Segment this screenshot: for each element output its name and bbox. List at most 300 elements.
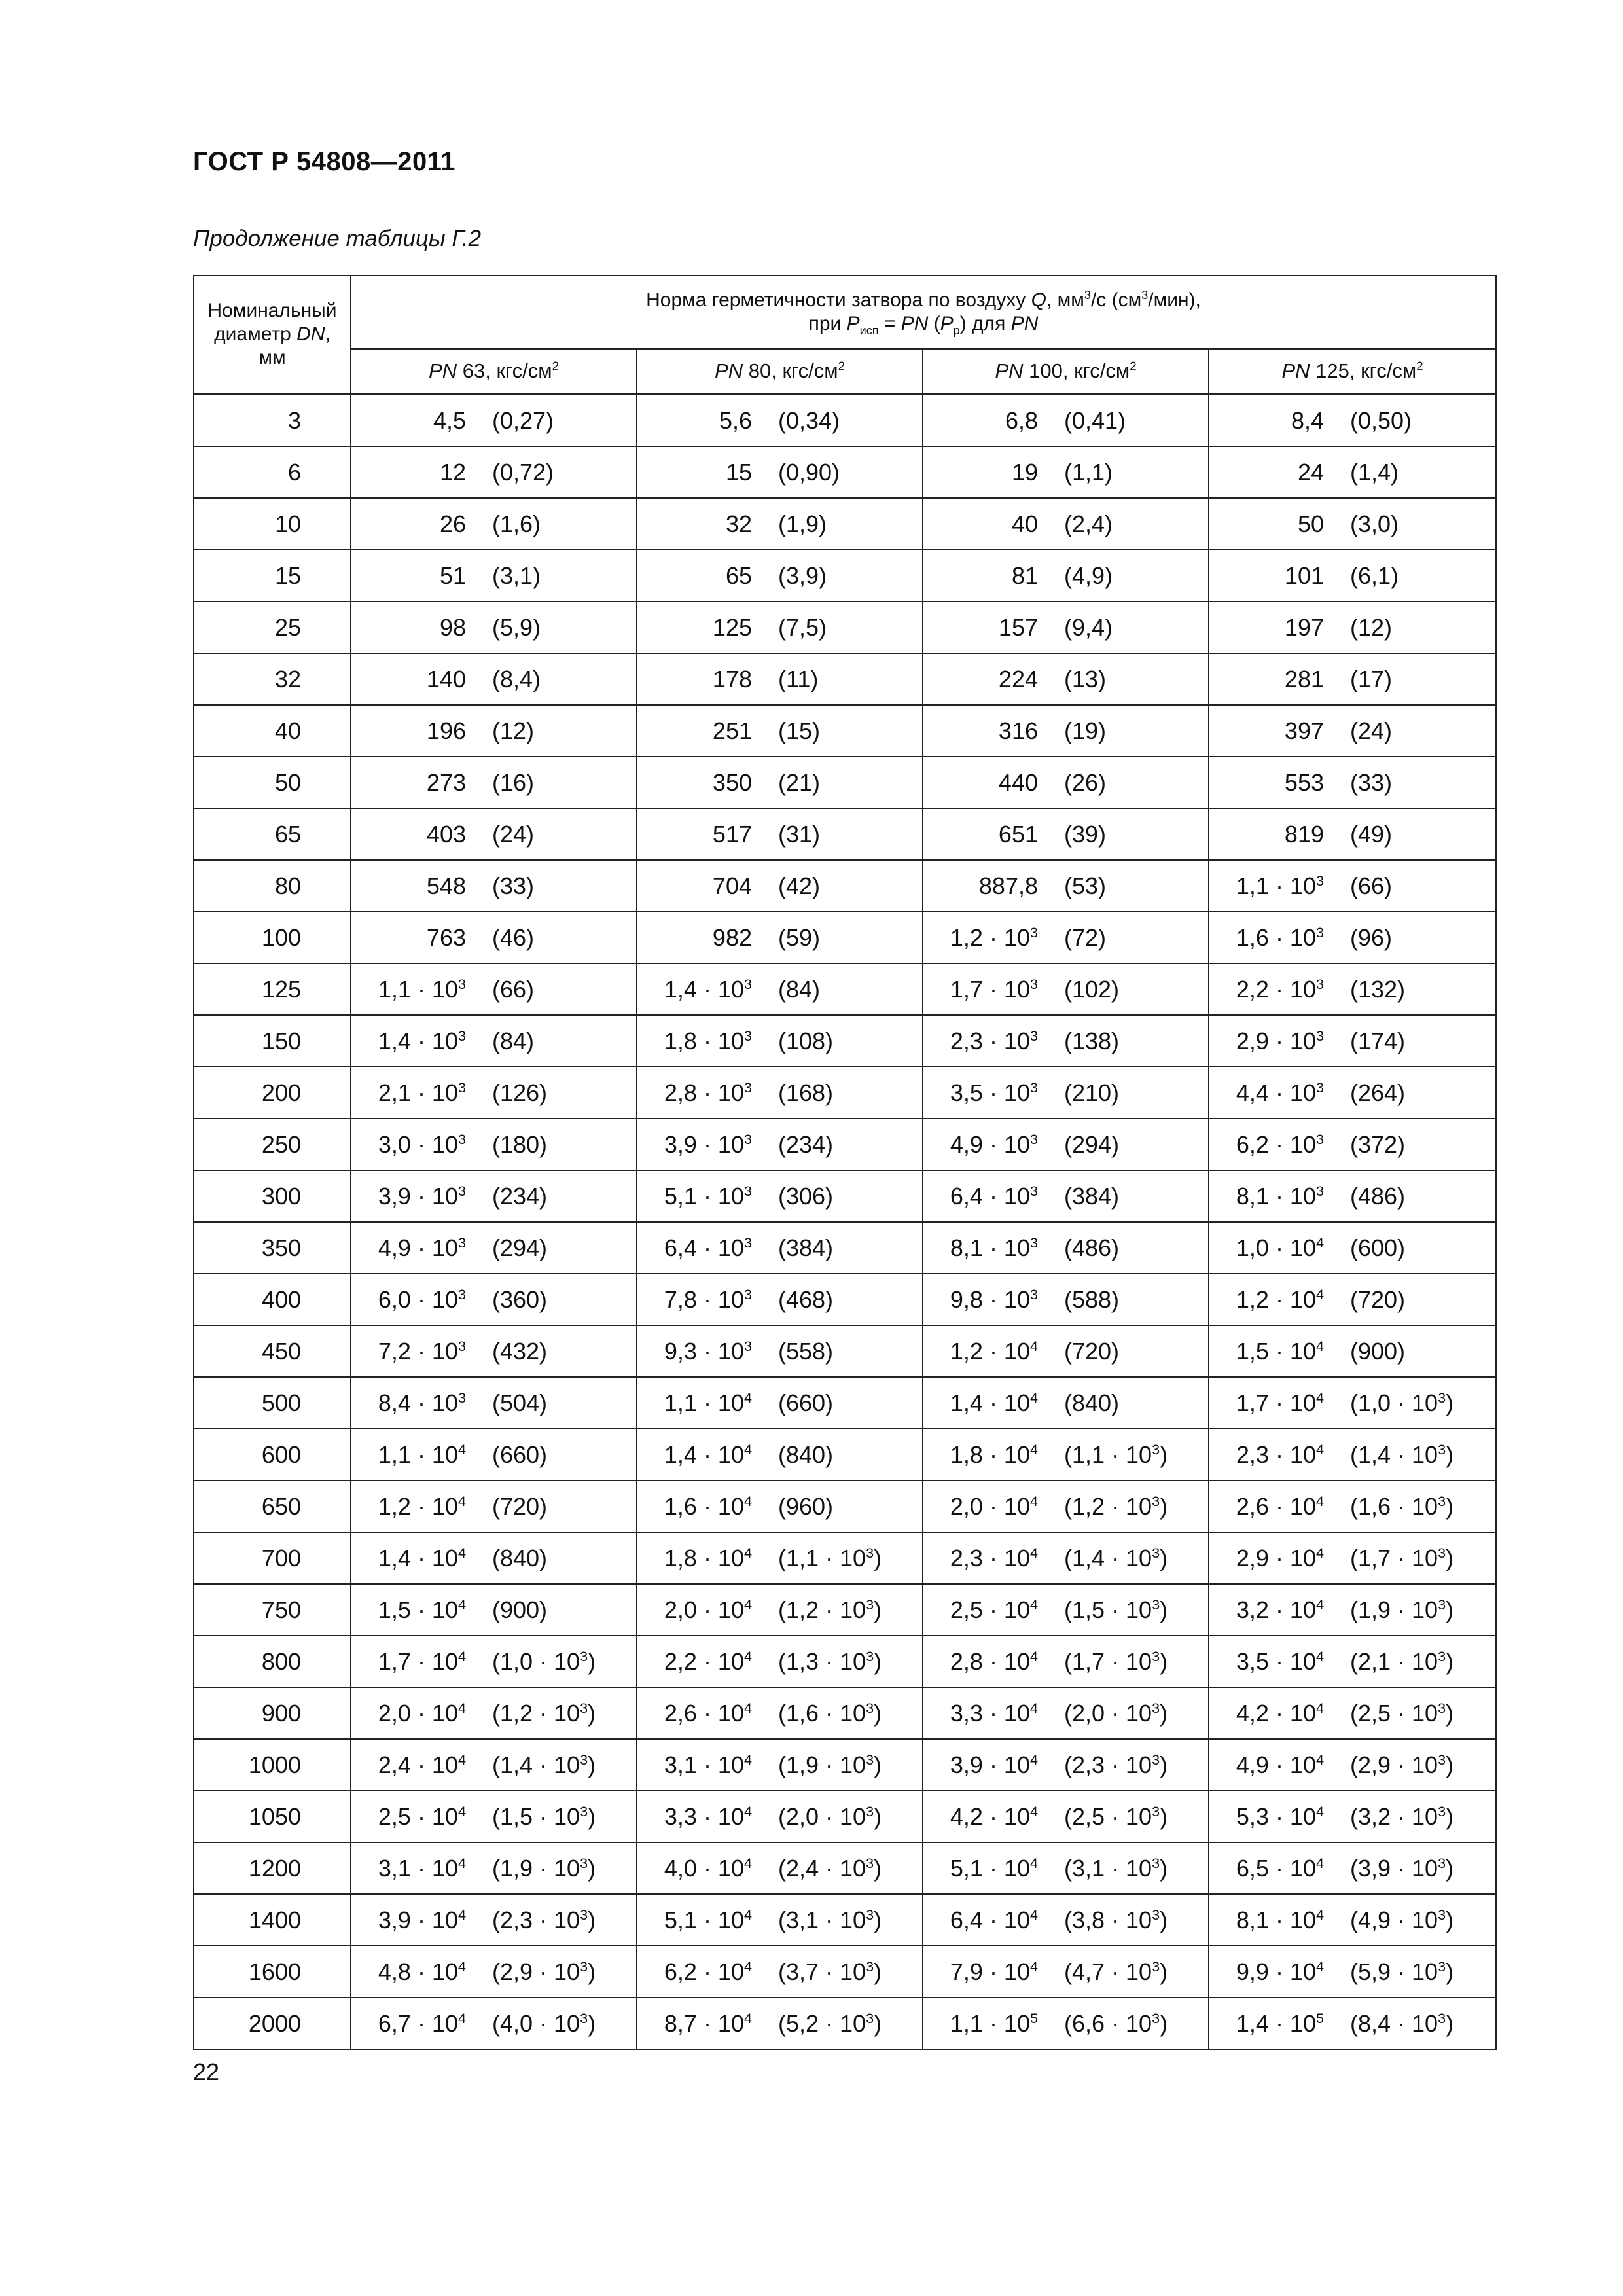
value-cm3-per-min: $(2,3 \cdot 10^3)$ — [492, 1906, 596, 1933]
value-cm3-per-min: $(1,5 \cdot 10^3)$ — [492, 1803, 596, 1830]
cell-nominal-diameter: 1000 — [194, 1739, 351, 1791]
cell-leak-norm-pn-1 — [637, 1946, 923, 1998]
pn-value: 125 — [1315, 359, 1349, 382]
leak-norm-line2-p: P — [846, 313, 860, 334]
pn-value: 80 — [748, 359, 772, 382]
value-cm3-per-min: $(2,9 \cdot 10^3)$ — [492, 1958, 596, 1985]
value-mm3-per-s: $7,2 \cdot 10^3$ — [378, 1337, 466, 1365]
cell-leak-norm-pn-0 — [351, 1377, 637, 1429]
value-cm3-per-min: $(4,0 \cdot 10^3)$ — [492, 2009, 596, 2037]
value-mm3-per-s: $7,8 \cdot 10^3$ — [664, 1285, 752, 1313]
pn-unit-sup: 2 — [838, 359, 845, 373]
value-cm3-per-min: $(1,6 \cdot 10^3)$ — [1350, 1492, 1454, 1520]
cell-leak-norm-pn-2 — [923, 1739, 1209, 1791]
cell-leak-norm-pn-0 — [351, 808, 637, 860]
value-cm3-per-min: (5,9) — [492, 613, 541, 641]
cell-leak-norm-pn-1 — [637, 757, 923, 808]
value-cm3-per-min: (294) — [1064, 1130, 1120, 1158]
column-header-pn-1 — [637, 349, 923, 394]
value-cm3-per-min: $(1,4 \cdot 10^3)$ — [1350, 1441, 1454, 1468]
cell-leak-norm-pn-0 — [351, 1946, 637, 1998]
pn-unit: , кгс/см — [1349, 359, 1417, 382]
value-mm3-per-s: $4,9 \cdot 10^4$ — [1236, 1751, 1324, 1778]
value-cm3-per-min: (900) — [492, 1596, 548, 1623]
value-mm3-per-s: $9,3 \cdot 10^3$ — [664, 1337, 752, 1365]
cell-leak-norm-pn-0 — [351, 1480, 637, 1532]
cell-nominal-diameter: 600 — [194, 1429, 351, 1480]
cell-nominal-diameter: 3 — [194, 394, 351, 446]
cell-leak-norm-pn-1 — [637, 1894, 923, 1946]
value-mm3-per-s: $1,8 \cdot 10^3$ — [664, 1027, 752, 1054]
cell-leak-norm-pn-3 — [1209, 963, 1496, 1015]
value-mm3-per-s: $1,2 \cdot 10^4$ — [378, 1492, 466, 1520]
cell-nominal-diameter: 750 — [194, 1584, 351, 1636]
cell-leak-norm-pn-3 — [1209, 808, 1496, 860]
cell-leak-norm-pn-2 — [923, 860, 1209, 912]
value-cm3-per-min: $(1,4 \cdot 10^3)$ — [492, 1751, 596, 1778]
value-mm3-per-s: $1,2 \cdot 10^4$ — [1236, 1285, 1324, 1313]
cell-nominal-diameter: 6 — [194, 446, 351, 498]
value-cm3-per-min: $(1,2 \cdot 10^3)$ — [1064, 1492, 1168, 1520]
value-mm3-per-s: $4,2 \cdot 10^4$ — [950, 1803, 1038, 1830]
value-mm3-per-s: 397 — [1284, 717, 1324, 744]
cell-leak-norm-pn-0 — [351, 1894, 637, 1946]
value-mm3-per-s: $1,1 \cdot 10^3$ — [1236, 872, 1324, 899]
value-cm3-per-min: (660) — [778, 1389, 834, 1416]
column-header-leak-norm — [351, 276, 1496, 349]
value-cm3-per-min: (0,72) — [492, 458, 554, 486]
value-mm3-per-s: $4,4 \cdot 10^3$ — [1236, 1079, 1324, 1106]
cell-leak-norm-pn-3 — [1209, 653, 1496, 705]
value-cm3-per-min: $(1,5 \cdot 10^3)$ — [1064, 1596, 1168, 1623]
value-cm3-per-min: (264) — [1350, 1079, 1406, 1106]
cell-leak-norm-pn-2 — [923, 1480, 1209, 1532]
value-mm3-per-s: $3,3 \cdot 10^4$ — [950, 1699, 1038, 1727]
value-mm3-per-s: 819 — [1284, 820, 1324, 848]
cell-leak-norm-pn-1 — [637, 1015, 923, 1067]
value-mm3-per-s: $2,4 \cdot 10^4$ — [378, 1751, 466, 1778]
table-row — [194, 1015, 1496, 1067]
value-mm3-per-s: 704 — [712, 872, 752, 899]
leak-norm-line2-sub2: р — [953, 324, 960, 337]
value-mm3-per-s: $8,1 \cdot 10^3$ — [1236, 1182, 1324, 1210]
value-cm3-per-min: (3,0) — [1350, 510, 1399, 537]
value-mm3-per-s: $3,5 \cdot 10^3$ — [950, 1079, 1038, 1106]
value-cm3-per-min: (84) — [492, 1027, 535, 1054]
table-row — [194, 1429, 1496, 1480]
value-cm3-per-min: (108) — [778, 1027, 834, 1054]
dn-header-line2-suffix: , — [325, 323, 330, 345]
value-mm3-per-s: $6,4 \cdot 10^3$ — [950, 1182, 1038, 1210]
cell-leak-norm-pn-2 — [923, 1325, 1209, 1377]
leak-norm-sup1: 3 — [1084, 289, 1091, 302]
value-cm3-per-min: (0,50) — [1350, 406, 1412, 434]
cell-leak-norm-pn-1 — [637, 1584, 923, 1636]
table-row — [194, 912, 1496, 963]
cell-leak-norm-pn-3 — [1209, 1998, 1496, 2049]
value-cm3-per-min: $(1,0 \cdot 10^3)$ — [492, 1647, 596, 1675]
cell-leak-norm-pn-0 — [351, 1791, 637, 1842]
value-mm3-per-s: $1,6 \cdot 10^3$ — [1236, 924, 1324, 951]
value-mm3-per-s: $4,0 \cdot 10^4$ — [664, 1854, 752, 1882]
value-cm3-per-min: (7,5) — [778, 613, 827, 641]
value-mm3-per-s: 316 — [998, 717, 1038, 744]
table-row — [194, 1687, 1496, 1739]
cell-nominal-diameter: 500 — [194, 1377, 351, 1429]
table-row — [194, 1842, 1496, 1894]
value-mm3-per-s: $8,1 \cdot 10^3$ — [950, 1234, 1038, 1261]
cell-leak-norm-pn-2 — [923, 653, 1209, 705]
value-cm3-per-min: (39) — [1064, 820, 1107, 848]
value-cm3-per-min: (3,1) — [492, 562, 541, 589]
cell-leak-norm-pn-1 — [637, 808, 923, 860]
table-row — [194, 1584, 1496, 1636]
value-mm3-per-s: $2,0 \cdot 10^4$ — [950, 1492, 1038, 1520]
cell-leak-norm-pn-0 — [351, 1998, 637, 2049]
value-mm3-per-s: 403 — [426, 820, 466, 848]
cell-leak-norm-pn-1 — [637, 860, 923, 912]
value-mm3-per-s: 440 — [998, 768, 1038, 796]
value-mm3-per-s: 517 — [712, 820, 752, 848]
value-mm3-per-s: 887,8 — [978, 872, 1038, 899]
value-cm3-per-min: (660) — [492, 1441, 548, 1468]
cell-leak-norm-pn-3 — [1209, 446, 1496, 498]
cell-leak-norm-pn-0 — [351, 1222, 637, 1274]
cell-leak-norm-pn-2 — [923, 1015, 1209, 1067]
value-cm3-per-min: $(1,9 \cdot 10^3)$ — [1350, 1596, 1454, 1623]
value-cm3-per-min: $(1,1 \cdot 10^3)$ — [1064, 1441, 1168, 1468]
cell-leak-norm-pn-2 — [923, 1532, 1209, 1584]
cell-leak-norm-pn-1 — [637, 705, 923, 757]
cell-leak-norm-pn-1 — [637, 1325, 923, 1377]
cell-nominal-diameter: 65 — [194, 808, 351, 860]
cell-leak-norm-pn-3 — [1209, 1791, 1496, 1842]
value-mm3-per-s: $2,0 \cdot 10^4$ — [664, 1596, 752, 1623]
value-cm3-per-min: (0,90) — [778, 458, 840, 486]
value-cm3-per-min: (960) — [778, 1492, 834, 1520]
value-mm3-per-s: $1,8 \cdot 10^4$ — [950, 1441, 1038, 1468]
value-cm3-per-min: $(2,0 \cdot 10^3)$ — [1064, 1699, 1168, 1727]
value-cm3-per-min: (180) — [492, 1130, 548, 1158]
cell-nominal-diameter: 450 — [194, 1325, 351, 1377]
value-cm3-per-min: (31) — [778, 820, 821, 848]
value-mm3-per-s: 197 — [1284, 613, 1324, 641]
table-row — [194, 808, 1496, 860]
cell-leak-norm-pn-1 — [637, 963, 923, 1015]
column-header-pn-2 — [923, 349, 1209, 394]
table-row — [194, 446, 1496, 498]
value-cm3-per-min: $(3,7 \cdot 10^3)$ — [778, 1958, 882, 1985]
cell-leak-norm-pn-0 — [351, 1170, 637, 1222]
value-mm3-per-s: 224 — [998, 665, 1038, 692]
cell-leak-norm-pn-3 — [1209, 394, 1496, 446]
value-mm3-per-s: 157 — [998, 613, 1038, 641]
cell-leak-norm-pn-2 — [923, 912, 1209, 963]
leak-norm-part3: /с (см — [1090, 289, 1142, 311]
value-cm3-per-min: (138) — [1064, 1027, 1120, 1054]
leak-norm-part1: Норма герметичности затвора по воздуху — [646, 289, 1026, 311]
cell-leak-norm-pn-3 — [1209, 1377, 1496, 1429]
cell-leak-norm-pn-2 — [923, 757, 1209, 808]
value-mm3-per-s: 40 — [1011, 510, 1038, 537]
value-cm3-per-min: $(2,1 \cdot 10^3)$ — [1350, 1647, 1454, 1675]
value-cm3-per-min: $(3,9 \cdot 10^3)$ — [1350, 1854, 1454, 1882]
value-cm3-per-min: (168) — [778, 1079, 834, 1106]
cell-nominal-diameter: 800 — [194, 1636, 351, 1687]
value-cm3-per-min: (33) — [492, 872, 535, 899]
cell-leak-norm-pn-1 — [637, 394, 923, 446]
dn-header-line2-italic: DN — [296, 323, 325, 345]
value-mm3-per-s: $1,4 \cdot 10^5$ — [1236, 2009, 1324, 2037]
value-mm3-per-s: $1,1 \cdot 10^5$ — [950, 2009, 1038, 2037]
value-cm3-per-min: $(1,1 \cdot 10^3)$ — [778, 1544, 882, 1571]
cell-nominal-diameter: 900 — [194, 1687, 351, 1739]
value-mm3-per-s: $6,7 \cdot 10^4$ — [378, 2009, 466, 2037]
table-row — [194, 601, 1496, 653]
cell-leak-norm-pn-2 — [923, 705, 1209, 757]
table-row — [194, 1998, 1496, 2049]
value-cm3-per-min: (210) — [1064, 1079, 1120, 1106]
cell-leak-norm-pn-3 — [1209, 1842, 1496, 1894]
value-cm3-per-min: (360) — [492, 1285, 548, 1313]
value-cm3-per-min: (9,4) — [1064, 613, 1113, 641]
value-cm3-per-min: (126) — [492, 1079, 548, 1106]
cell-leak-norm-pn-2 — [923, 1119, 1209, 1170]
value-cm3-per-min: (234) — [778, 1130, 834, 1158]
value-cm3-per-min: $(2,9 \cdot 10^3)$ — [1350, 1751, 1454, 1778]
table-row — [194, 1636, 1496, 1687]
value-cm3-per-min: (24) — [492, 820, 535, 848]
table-row — [194, 860, 1496, 912]
value-cm3-per-min: (96) — [1350, 924, 1393, 951]
value-mm3-per-s: $5,1 \cdot 10^4$ — [664, 1906, 752, 1933]
cell-leak-norm-pn-2 — [923, 1429, 1209, 1480]
cell-leak-norm-pn-2 — [923, 1377, 1209, 1429]
value-cm3-per-min: $(1,4 \cdot 10^3)$ — [1064, 1544, 1168, 1571]
value-mm3-per-s: $3,3 \cdot 10^4$ — [664, 1803, 752, 1830]
value-cm3-per-min: (49) — [1350, 820, 1393, 848]
value-cm3-per-min: (33) — [1350, 768, 1393, 796]
cell-nominal-diameter: 700 — [194, 1532, 351, 1584]
value-mm3-per-s: 24 — [1297, 458, 1324, 486]
table-row — [194, 653, 1496, 705]
value-cm3-per-min: $(8,4 \cdot 10^3)$ — [1350, 2009, 1454, 2037]
value-mm3-per-s: 125 — [712, 613, 752, 641]
table-row — [194, 394, 1496, 446]
cell-leak-norm-pn-0 — [351, 1429, 637, 1480]
table-row — [194, 550, 1496, 601]
value-mm3-per-s: $2,2 \cdot 10^4$ — [664, 1647, 752, 1675]
cell-leak-norm-pn-0 — [351, 705, 637, 757]
cell-leak-norm-pn-0 — [351, 757, 637, 808]
value-mm3-per-s: $4,2 \cdot 10^4$ — [1236, 1699, 1324, 1727]
value-mm3-per-s: 350 — [712, 768, 752, 796]
leak-norm-line2-pn2: PN — [1010, 313, 1039, 334]
cell-leak-norm-pn-0 — [351, 1584, 637, 1636]
value-mm3-per-s: 281 — [1284, 665, 1324, 692]
value-mm3-per-s: 101 — [1284, 562, 1324, 589]
value-mm3-per-s: $2,8 \cdot 10^3$ — [664, 1079, 752, 1106]
value-mm3-per-s: $1,8 \cdot 10^4$ — [664, 1544, 752, 1571]
value-cm3-per-min: $(5,9 \cdot 10^3)$ — [1350, 1958, 1454, 1985]
value-mm3-per-s: $8,1 \cdot 10^4$ — [1236, 1906, 1324, 1933]
value-mm3-per-s: $7,9 \cdot 10^4$ — [950, 1958, 1038, 1985]
value-cm3-per-min: (12) — [1350, 613, 1393, 641]
cell-leak-norm-pn-3 — [1209, 1015, 1496, 1067]
cell-leak-norm-pn-2 — [923, 1998, 1209, 2049]
value-mm3-per-s: 651 — [998, 820, 1038, 848]
value-cm3-per-min: $(1,0 \cdot 10^3)$ — [1350, 1389, 1454, 1416]
value-mm3-per-s: $2,3 \cdot 10^3$ — [950, 1027, 1038, 1054]
cell-leak-norm-pn-3 — [1209, 1170, 1496, 1222]
value-mm3-per-s: $1,7 \cdot 10^4$ — [1236, 1389, 1324, 1416]
value-cm3-per-min: $(3,1 \cdot 10^3)$ — [1064, 1854, 1168, 1882]
pn-unit: , кгс/см — [771, 359, 838, 382]
cell-nominal-diameter: 1200 — [194, 1842, 351, 1894]
value-cm3-per-min: (840) — [492, 1544, 548, 1571]
value-mm3-per-s: $3,5 \cdot 10^4$ — [1236, 1647, 1324, 1675]
cell-leak-norm-pn-2 — [923, 963, 1209, 1015]
cell-nominal-diameter: 80 — [194, 860, 351, 912]
value-mm3-per-s: $3,9 \cdot 10^4$ — [950, 1751, 1038, 1778]
value-cm3-per-min: $(2,5 \cdot 10^3)$ — [1350, 1699, 1454, 1727]
table-row — [194, 1119, 1496, 1170]
value-cm3-per-min: (1,1) — [1064, 458, 1113, 486]
value-mm3-per-s: 548 — [426, 872, 466, 899]
value-cm3-per-min: (21) — [778, 768, 821, 796]
value-mm3-per-s: $3,1 \cdot 10^4$ — [378, 1854, 466, 1882]
cell-leak-norm-pn-0 — [351, 860, 637, 912]
value-mm3-per-s: $2,6 \cdot 10^4$ — [1236, 1492, 1324, 1520]
cell-leak-norm-pn-0 — [351, 1739, 637, 1791]
cell-leak-norm-pn-1 — [637, 1067, 923, 1119]
cell-leak-norm-pn-3 — [1209, 860, 1496, 912]
value-mm3-per-s: 8,4 — [1291, 406, 1324, 434]
value-mm3-per-s: 6,8 — [1005, 406, 1038, 434]
value-mm3-per-s: $1,7 \cdot 10^4$ — [378, 1647, 466, 1675]
cell-leak-norm-pn-0 — [351, 963, 637, 1015]
value-cm3-per-min: (72) — [1064, 924, 1107, 951]
cell-leak-norm-pn-3 — [1209, 1429, 1496, 1480]
value-cm3-per-min: $(1,3 \cdot 10^3)$ — [778, 1647, 882, 1675]
value-cm3-per-min: (102) — [1064, 975, 1120, 1003]
cell-leak-norm-pn-2 — [923, 1274, 1209, 1325]
value-mm3-per-s: 5,6 — [719, 406, 752, 434]
value-cm3-per-min: (24) — [1350, 717, 1393, 744]
value-cm3-per-min: (53) — [1064, 872, 1107, 899]
value-cm3-per-min: (66) — [492, 975, 535, 1003]
value-cm3-per-min: (432) — [492, 1337, 548, 1365]
value-cm3-per-min: $(1,7 \cdot 10^3)$ — [1064, 1647, 1168, 1675]
cell-leak-norm-pn-2 — [923, 1946, 1209, 1998]
value-cm3-per-min: (720) — [492, 1492, 548, 1520]
value-cm3-per-min: (4,9) — [1064, 562, 1113, 589]
value-cm3-per-min: (372) — [1350, 1130, 1406, 1158]
value-mm3-per-s: $2,3 \cdot 10^4$ — [950, 1544, 1038, 1571]
cell-leak-norm-pn-0 — [351, 1636, 637, 1687]
value-cm3-per-min: (720) — [1350, 1285, 1406, 1313]
value-mm3-per-s: 553 — [1284, 768, 1324, 796]
value-cm3-per-min: (12) — [492, 717, 535, 744]
table-row — [194, 498, 1496, 550]
cell-leak-norm-pn-3 — [1209, 757, 1496, 808]
cell-leak-norm-pn-0 — [351, 912, 637, 963]
value-mm3-per-s: 196 — [426, 717, 466, 744]
leak-norm-part2: , мм — [1046, 289, 1084, 311]
value-cm3-per-min: $(4,9 \cdot 10^3)$ — [1350, 1906, 1454, 1933]
value-mm3-per-s: $1,2 \cdot 10^4$ — [950, 1337, 1038, 1365]
value-cm3-per-min: (59) — [778, 924, 821, 951]
value-cm3-per-min: $(3,8 \cdot 10^3)$ — [1064, 1906, 1168, 1933]
cell-leak-norm-pn-3 — [1209, 912, 1496, 963]
value-mm3-per-s: 273 — [426, 768, 466, 796]
cell-leak-norm-pn-3 — [1209, 705, 1496, 757]
leak-norm-line2-sub: исп — [859, 324, 879, 337]
leak-norm-sup2: 3 — [1141, 289, 1149, 302]
value-cm3-per-min: (504) — [492, 1389, 548, 1416]
table-row — [194, 1894, 1496, 1946]
pn-unit-sup: 2 — [552, 359, 559, 373]
value-mm3-per-s: $1,5 \cdot 10^4$ — [1236, 1337, 1324, 1365]
table-row — [194, 1946, 1496, 1998]
cell-leak-norm-pn-1 — [637, 550, 923, 601]
table-row — [194, 1222, 1496, 1274]
table-row — [194, 1325, 1496, 1377]
cell-leak-norm-pn-2 — [923, 498, 1209, 550]
cell-nominal-diameter: 50 — [194, 757, 351, 808]
value-cm3-per-min: (84) — [778, 975, 821, 1003]
leak-norm-line2-d: ) для — [959, 313, 1006, 334]
value-cm3-per-min: $(3,2 \cdot 10^3)$ — [1350, 1803, 1454, 1830]
value-mm3-per-s: $3,9 \cdot 10^3$ — [664, 1130, 752, 1158]
cell-leak-norm-pn-0 — [351, 498, 637, 550]
cell-leak-norm-pn-2 — [923, 1067, 1209, 1119]
cell-leak-norm-pn-0 — [351, 394, 637, 446]
cell-leak-norm-pn-3 — [1209, 1532, 1496, 1584]
cell-leak-norm-pn-2 — [923, 601, 1209, 653]
cell-nominal-diameter: 150 — [194, 1015, 351, 1067]
column-header-pn-0 — [351, 349, 637, 394]
value-mm3-per-s: $3,1 \cdot 10^4$ — [664, 1751, 752, 1778]
value-cm3-per-min: (486) — [1350, 1182, 1406, 1210]
table-row — [194, 963, 1496, 1015]
value-cm3-per-min: (174) — [1350, 1027, 1406, 1054]
value-mm3-per-s: $6,2 \cdot 10^3$ — [1236, 1130, 1324, 1158]
leak-norm-line2-c: ( — [933, 313, 940, 334]
cell-leak-norm-pn-0 — [351, 1274, 637, 1325]
cell-leak-norm-pn-2 — [923, 1170, 1209, 1222]
value-mm3-per-s: $2,1 \cdot 10^3$ — [378, 1079, 466, 1106]
value-mm3-per-s: $4,9 \cdot 10^3$ — [950, 1130, 1038, 1158]
value-mm3-per-s: $8,4 \cdot 10^3$ — [378, 1389, 466, 1416]
value-mm3-per-s: $1,2 \cdot 10^3$ — [950, 924, 1038, 951]
cell-leak-norm-pn-1 — [637, 1274, 923, 1325]
value-mm3-per-s: $6,4 \cdot 10^3$ — [664, 1234, 752, 1261]
value-cm3-per-min: (384) — [778, 1234, 834, 1261]
pn-unit-sup: 2 — [1416, 359, 1423, 373]
value-cm3-per-min: $(2,0 \cdot 10^3)$ — [778, 1803, 882, 1830]
cell-leak-norm-pn-1 — [637, 1222, 923, 1274]
value-mm3-per-s: 178 — [712, 665, 752, 692]
pn-unit-sup: 2 — [1130, 359, 1137, 373]
value-mm3-per-s: 763 — [426, 924, 466, 951]
value-mm3-per-s: $1,5 \cdot 10^4$ — [378, 1596, 466, 1623]
value-mm3-per-s: $3,0 \cdot 10^3$ — [378, 1130, 466, 1158]
table-row — [194, 1067, 1496, 1119]
value-cm3-per-min: $(1,6 \cdot 10^3)$ — [778, 1699, 882, 1727]
cell-leak-norm-pn-3 — [1209, 1067, 1496, 1119]
leak-tightness-table — [193, 275, 1497, 2050]
